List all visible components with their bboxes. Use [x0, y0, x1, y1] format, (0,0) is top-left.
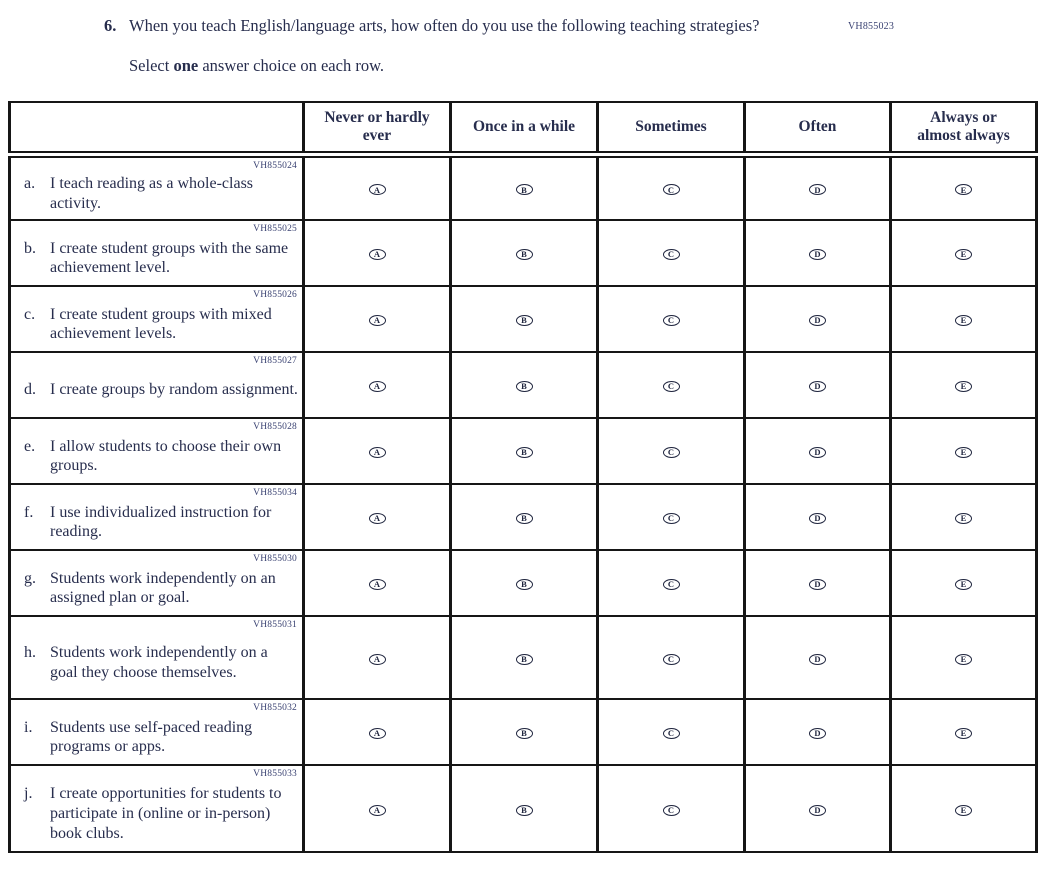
- option-cell[interactable]: [891, 352, 1037, 418]
- row-statement-text: I create student groups with the same achievement level.: [50, 239, 289, 277]
- radio-bubble-e[interactable]: E: [955, 513, 972, 524]
- option-cell[interactable]: [891, 765, 1037, 852]
- item-code: VH855027: [253, 356, 297, 367]
- radio-bubble-a[interactable]: A: [369, 184, 386, 195]
- option-cell[interactable]: [451, 699, 598, 765]
- item-code: VH855033: [253, 769, 297, 780]
- radio-bubble-c[interactable]: C: [663, 447, 680, 458]
- radio-bubble-d[interactable]: D: [809, 184, 826, 195]
- table-row-g: [10, 550, 1037, 616]
- row-statement-text: Students work independently on an assigned plan or goal.: [50, 569, 276, 607]
- radio-bubble-d[interactable]: D: [809, 249, 826, 260]
- row-statement-cell: [10, 550, 304, 616]
- option-cell[interactable]: [451, 352, 598, 418]
- radio-bubble-e[interactable]: E: [955, 315, 972, 326]
- row-statement-text: I create opportunities for students to participate in (online or in-person) book clubs.: [50, 785, 282, 842]
- item-code: VH855034: [253, 488, 297, 499]
- item-code: VH855031: [253, 620, 297, 631]
- radio-bubble-a[interactable]: A: [369, 447, 386, 458]
- option-cell[interactable]: [598, 616, 745, 699]
- option-cell[interactable]: [891, 699, 1037, 765]
- response-grid: [8, 101, 1038, 853]
- radio-bubble-d[interactable]: D: [809, 654, 826, 665]
- radio-bubble-c[interactable]: C: [663, 579, 680, 590]
- option-cell[interactable]: [451, 220, 598, 286]
- radio-bubble-a[interactable]: A: [369, 654, 386, 665]
- row-statement-text: I create student groups with mixed achievement levels.: [50, 305, 272, 343]
- option-cell[interactable]: [745, 154, 891, 220]
- radio-bubble-e[interactable]: E: [955, 579, 972, 590]
- radio-bubble-d[interactable]: D: [809, 728, 826, 739]
- column-header-label: Sometimes: [635, 118, 707, 135]
- option-cell[interactable]: [745, 352, 891, 418]
- option-cell[interactable]: [304, 154, 451, 220]
- option-cell[interactable]: [891, 616, 1037, 699]
- option-cell[interactable]: [304, 550, 451, 616]
- radio-bubble-a[interactable]: A: [369, 315, 386, 326]
- radio-bubble-b[interactable]: B: [516, 315, 533, 326]
- option-cell[interactable]: [598, 220, 745, 286]
- table-row-i: [10, 699, 1037, 765]
- radio-bubble-d[interactable]: D: [809, 381, 826, 392]
- row-statement-text: I use individualized instruction for reading.: [50, 503, 272, 541]
- row-letter-label: d.: [24, 381, 36, 399]
- radio-bubble-b[interactable]: B: [516, 728, 533, 739]
- item-code: VH855030: [253, 554, 297, 565]
- radio-bubble-e[interactable]: E: [955, 249, 972, 260]
- option-cell[interactable]: [304, 286, 451, 352]
- option-cell[interactable]: [891, 484, 1037, 550]
- option-cell[interactable]: [745, 220, 891, 286]
- row-statement-text: Students work independently on a goal they choose themselves.: [50, 644, 268, 681]
- option-cell[interactable]: [745, 699, 891, 765]
- column-header-never: [304, 102, 451, 154]
- radio-bubble-a[interactable]: A: [369, 805, 386, 816]
- radio-bubble-a[interactable]: A: [369, 579, 386, 590]
- row-statement-text: I create groups by random assignment.: [50, 381, 298, 399]
- column-header-label: Never or hardly ever: [324, 109, 430, 144]
- option-cell[interactable]: [745, 550, 891, 616]
- row-letter-label: j.: [24, 785, 33, 803]
- form-code: VH855023: [848, 21, 895, 32]
- option-cell[interactable]: [891, 418, 1037, 484]
- option-cell[interactable]: [745, 765, 891, 852]
- column-header-label: Once in a while: [472, 118, 576, 135]
- radio-bubble-b[interactable]: B: [516, 513, 533, 524]
- option-cell[interactable]: [598, 286, 745, 352]
- row-letter-label: b.: [24, 239, 36, 257]
- radio-bubble-c[interactable]: C: [663, 249, 680, 260]
- option-cell[interactable]: [598, 418, 745, 484]
- table-row-j: [10, 765, 1037, 852]
- row-statement-text: Students use self-paced reading programs or apps.: [50, 718, 253, 756]
- row-letter-label: e.: [24, 437, 36, 455]
- row-letter-label: i.: [24, 718, 33, 736]
- column-header-sometimes: [598, 102, 745, 154]
- instruction-prefix: Select: [129, 56, 170, 76]
- radio-bubble-e[interactable]: E: [955, 184, 972, 195]
- option-cell[interactable]: [891, 154, 1037, 220]
- instruction-bold-word: one: [173, 56, 199, 76]
- radio-bubble-b[interactable]: B: [516, 184, 533, 195]
- row-statement-cell: [10, 765, 304, 852]
- row-statement-text: I teach reading as a whole-class activity.: [50, 174, 254, 212]
- option-cell[interactable]: [891, 550, 1037, 616]
- option-cell[interactable]: [304, 699, 451, 765]
- radio-bubble-c[interactable]: C: [663, 728, 680, 739]
- option-cell[interactable]: [451, 418, 598, 484]
- option-cell[interactable]: [598, 154, 745, 220]
- item-code: VH855024: [253, 160, 297, 171]
- row-letter-label: f.: [24, 503, 34, 521]
- select-instruction: [129, 56, 1045, 76]
- option-cell[interactable]: [745, 484, 891, 550]
- row-statement-text: I allow students to choose their own groups.: [50, 437, 282, 475]
- option-cell[interactable]: [304, 418, 451, 484]
- column-header-always: [891, 102, 1037, 154]
- option-cell[interactable]: [598, 484, 745, 550]
- option-cell[interactable]: [304, 484, 451, 550]
- table-row-d: [10, 352, 1037, 418]
- option-cell[interactable]: [745, 418, 891, 484]
- option-cell[interactable]: [745, 286, 891, 352]
- option-cell[interactable]: [304, 220, 451, 286]
- option-cell[interactable]: [891, 286, 1037, 352]
- option-cell[interactable]: [451, 765, 598, 852]
- option-cell[interactable]: [451, 484, 598, 550]
- row-letter-label: g.: [24, 569, 36, 587]
- item-code: VH855032: [253, 703, 297, 714]
- option-cell[interactable]: [598, 550, 745, 616]
- table-row-b: [10, 220, 1037, 286]
- row-letter-label: c.: [24, 305, 36, 323]
- radio-bubble-c[interactable]: C: [663, 381, 680, 392]
- item-code: VH855025: [253, 224, 297, 235]
- radio-bubble-a[interactable]: A: [369, 728, 386, 739]
- table-row-c: [10, 286, 1037, 352]
- radio-bubble-b[interactable]: B: [516, 381, 533, 392]
- radio-bubble-d[interactable]: D: [809, 805, 826, 816]
- option-cell[interactable]: [304, 352, 451, 418]
- row-statement-cell: [10, 699, 304, 765]
- statement-column-header: [10, 102, 304, 154]
- radio-bubble-a[interactable]: A: [369, 513, 386, 524]
- radio-bubble-a[interactable]: A: [369, 249, 386, 260]
- question-text: When you teach English/language arts, how often do you use the following teaching strategies?: [129, 16, 760, 35]
- column-header-often: [745, 102, 891, 154]
- row-statement-cell: [10, 418, 304, 484]
- option-cell[interactable]: [598, 352, 745, 418]
- question-number: 6.: [104, 16, 117, 35]
- table-row-e: [10, 418, 1037, 484]
- option-cell[interactable]: [304, 616, 451, 699]
- table-row-h: [10, 616, 1037, 699]
- radio-bubble-e[interactable]: E: [955, 447, 972, 458]
- radio-bubble-b[interactable]: B: [516, 654, 533, 665]
- radio-bubble-c[interactable]: C: [663, 513, 680, 524]
- option-cell[interactable]: [598, 765, 745, 852]
- item-code: VH855028: [253, 422, 297, 433]
- question-block: [104, 14, 1045, 37]
- radio-bubble-d[interactable]: D: [809, 513, 826, 524]
- radio-bubble-e[interactable]: E: [955, 805, 972, 816]
- radio-bubble-b[interactable]: B: [516, 805, 533, 816]
- option-cell[interactable]: [451, 550, 598, 616]
- radio-bubble-b[interactable]: B: [516, 579, 533, 590]
- radio-bubble-d[interactable]: D: [809, 315, 826, 326]
- row-statement-cell: [10, 484, 304, 550]
- radio-bubble-d[interactable]: D: [809, 579, 826, 590]
- radio-bubble-c[interactable]: C: [663, 315, 680, 326]
- option-cell[interactable]: [304, 765, 451, 852]
- table-row-a: [10, 154, 1037, 220]
- instruction-suffix: answer choice on each row.: [202, 56, 385, 76]
- option-cell[interactable]: [451, 154, 598, 220]
- radio-bubble-d[interactable]: D: [809, 447, 826, 458]
- radio-bubble-b[interactable]: B: [516, 249, 533, 260]
- radio-bubble-e[interactable]: E: [955, 728, 972, 739]
- option-cell[interactable]: [451, 286, 598, 352]
- row-letter-label: h.: [24, 644, 36, 662]
- row-statement-cell: [10, 616, 304, 699]
- radio-bubble-b[interactable]: B: [516, 447, 533, 458]
- row-statement-cell: [10, 286, 304, 352]
- option-cell[interactable]: [451, 616, 598, 699]
- row-letter-label: a.: [24, 174, 36, 192]
- column-header-label: Always or almost always: [917, 109, 1010, 144]
- column-header-once: [451, 102, 598, 154]
- header-row: [10, 102, 1037, 154]
- radio-bubble-c[interactable]: C: [663, 184, 680, 195]
- radio-bubble-e[interactable]: E: [955, 381, 972, 392]
- survey-question-page: [0, 14, 1045, 869]
- option-cell[interactable]: [598, 699, 745, 765]
- radio-bubble-a[interactable]: A: [369, 381, 386, 392]
- radio-bubble-c[interactable]: C: [663, 805, 680, 816]
- radio-bubble-e[interactable]: E: [955, 654, 972, 665]
- item-code: VH855026: [253, 290, 297, 301]
- row-statement-cell: [10, 220, 304, 286]
- radio-bubble-c[interactable]: C: [663, 654, 680, 665]
- table-row-f: [10, 484, 1037, 550]
- option-cell[interactable]: [891, 220, 1037, 286]
- row-statement-cell: [10, 352, 304, 418]
- column-header-label: Often: [798, 118, 837, 135]
- row-statement-cell: [10, 154, 304, 220]
- option-cell[interactable]: [745, 616, 891, 699]
